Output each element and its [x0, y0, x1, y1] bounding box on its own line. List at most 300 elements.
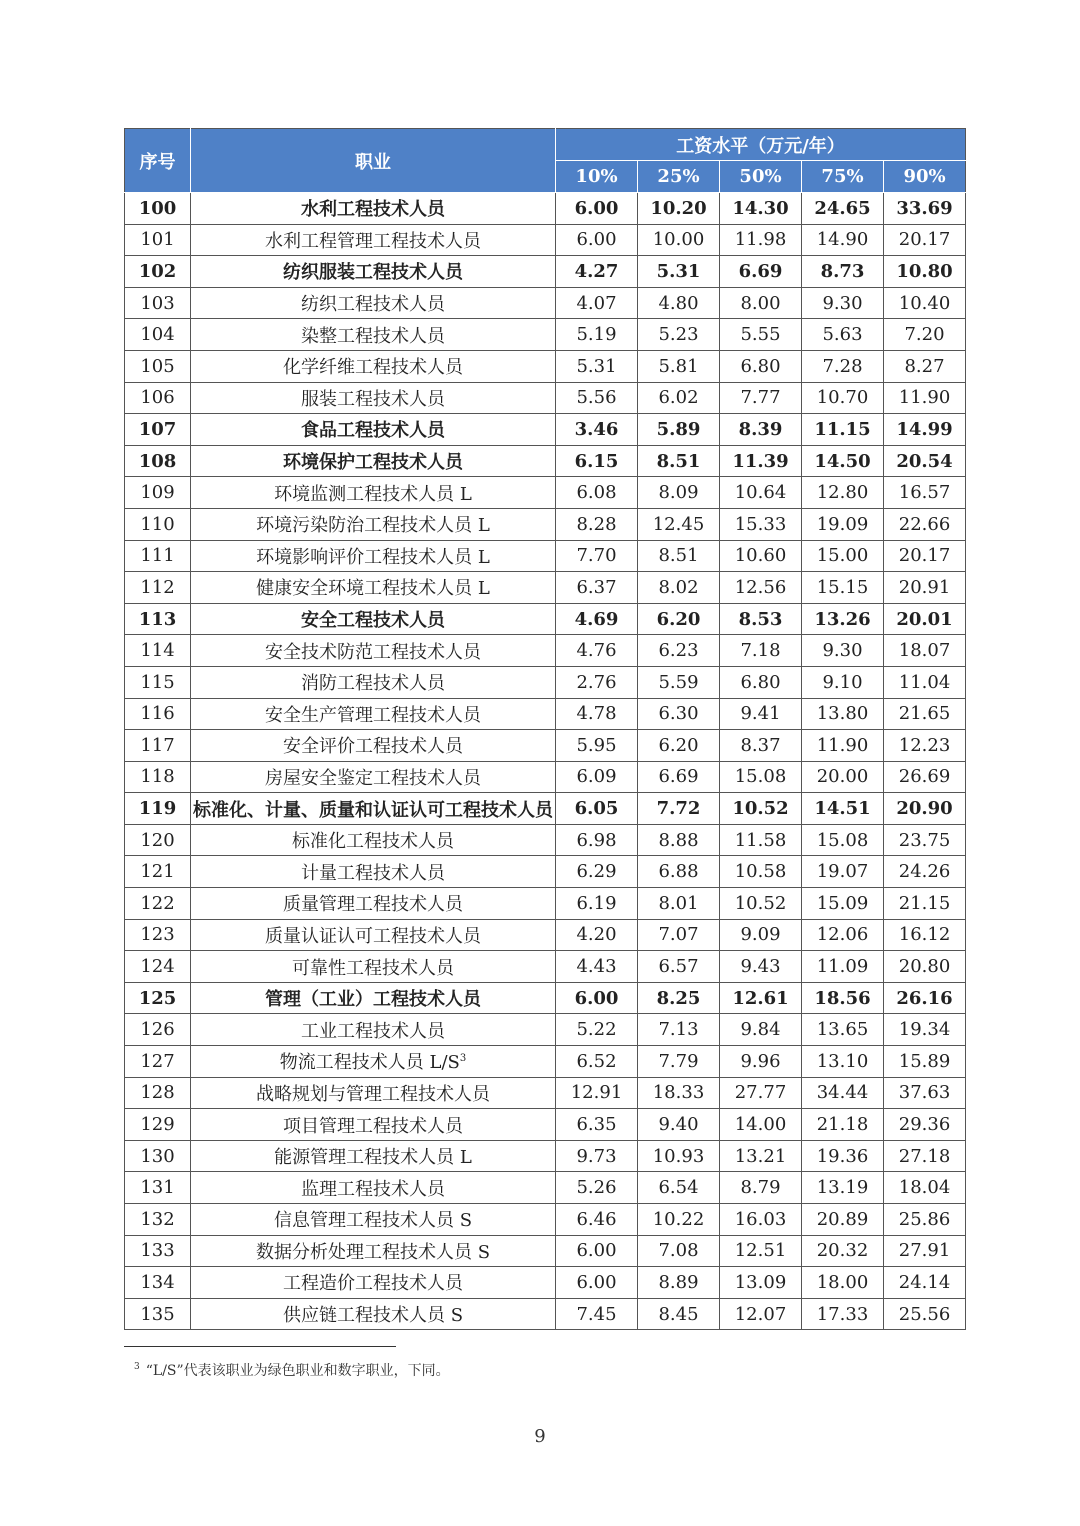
cell-p75: 17.33: [802, 1298, 884, 1330]
occupation-name: 安全生产管理工程技术人员: [265, 704, 481, 726]
cell-p10: 6.08: [556, 477, 638, 509]
cell-p90: 11.90: [884, 382, 966, 414]
cell-p75: 13.19: [802, 1172, 884, 1204]
occupation-name: 环境影响评价工程技术人员 L: [256, 546, 490, 568]
cell-seq: 112: [125, 572, 191, 604]
cell-p10: 6.00: [556, 1267, 638, 1299]
cell-p75: 11.09: [802, 951, 884, 983]
cell-seq: 106: [125, 382, 191, 414]
cell-p50: 12.07: [720, 1298, 802, 1330]
cell-p75: 7.28: [802, 350, 884, 382]
cell-p10: 8.28: [556, 508, 638, 540]
header-p10: 10%: [556, 161, 638, 193]
footnote: [134, 1360, 450, 1380]
table-row: [125, 350, 966, 382]
cell-p10: 4.69: [556, 603, 638, 635]
cell-p10: 6.19: [556, 888, 638, 920]
cell-p75: 5.63: [802, 319, 884, 351]
occupation-name: 数据分析处理工程技术人员 S: [255, 1241, 491, 1263]
cell-seq: 116: [125, 698, 191, 730]
cell-p50: 15.08: [720, 761, 802, 793]
cell-p25: 6.20: [638, 603, 720, 635]
cell-p75: 13.80: [802, 698, 884, 730]
cell-p10: 9.73: [556, 1140, 638, 1172]
cell-occupation: [191, 635, 556, 667]
cell-seq: 133: [125, 1235, 191, 1267]
header-seq: 序号: [125, 129, 191, 193]
occupation-name: 标准化工程技术人员: [292, 831, 454, 853]
cell-p75: 34.44: [802, 1077, 884, 1109]
occupation-name: 水利工程技术人员: [301, 199, 445, 221]
cell-p75: 13.26: [802, 603, 884, 635]
cell-p25: 18.33: [638, 1077, 720, 1109]
occupation-name: 工业工程技术人员: [301, 1020, 445, 1042]
cell-p75: 18.56: [802, 982, 884, 1014]
occupation-name: 信息管理工程技术人员 S: [273, 1210, 473, 1232]
cell-p90: 16.57: [884, 477, 966, 509]
cell-p25: 6.57: [638, 951, 720, 983]
occupation-name: 水利工程管理工程技术人员: [265, 230, 481, 252]
cell-seq: 134: [125, 1267, 191, 1299]
cell-seq: 121: [125, 856, 191, 888]
cell-p75: 9.30: [802, 635, 884, 667]
occupation-name: 服装工程技术人员: [301, 388, 445, 410]
table-row: [125, 951, 966, 983]
cell-p50: 10.60: [720, 540, 802, 572]
cell-p75: 21.18: [802, 1109, 884, 1141]
cell-p50: 9.84: [720, 1014, 802, 1046]
cell-p50: 10.58: [720, 856, 802, 888]
table-header: [125, 129, 966, 193]
table-row: [125, 382, 966, 414]
cell-occupation: [191, 603, 556, 635]
cell-p50: 16.03: [720, 1204, 802, 1236]
table-row: [125, 1109, 966, 1141]
cell-seq: 127: [125, 1046, 191, 1078]
footnote-text: “L/S”代表该职业为绿色职业和数字职业，下同。: [145, 1363, 450, 1379]
cell-p50: 7.77: [720, 382, 802, 414]
cell-p25: 7.08: [638, 1235, 720, 1267]
cell-occupation: [191, 793, 556, 825]
cell-p25: 8.01: [638, 888, 720, 920]
cell-seq: 102: [125, 256, 191, 288]
cell-p10: 4.43: [556, 951, 638, 983]
table-row: [125, 603, 966, 635]
cell-p50: 8.39: [720, 414, 802, 446]
table-row: [125, 508, 966, 540]
cell-occupation: [191, 856, 556, 888]
cell-occupation: [191, 1267, 556, 1299]
cell-p50: 14.00: [720, 1109, 802, 1141]
occupation-name: 食品工程技术人员: [301, 420, 445, 442]
cell-p25: 5.81: [638, 350, 720, 382]
occupation-name: 工程造价工程技术人员: [283, 1273, 463, 1295]
cell-p50: 6.69: [720, 256, 802, 288]
occupation-name: 健康安全环境工程技术人员 L: [256, 578, 490, 600]
cell-p75: 15.00: [802, 540, 884, 572]
cell-p90: 14.99: [884, 414, 966, 446]
cell-occupation: [191, 319, 556, 351]
cell-p90: 12.23: [884, 730, 966, 762]
cell-occupation: [191, 1235, 556, 1267]
cell-p90: 26.16: [884, 982, 966, 1014]
table-row: [125, 1204, 966, 1236]
cell-p50: 10.64: [720, 477, 802, 509]
header-salary-group: 工资水平（万元/年）: [556, 129, 966, 161]
occupation-name: 纺织工程技术人员: [301, 294, 445, 316]
occupation-name: 战略规划与管理工程技术人员: [256, 1083, 490, 1105]
cell-seq: 128: [125, 1077, 191, 1109]
cell-p10: 7.70: [556, 540, 638, 572]
cell-seq: 111: [125, 540, 191, 572]
cell-p90: 33.69: [884, 193, 966, 225]
table-row: [125, 824, 966, 856]
table-row: [125, 666, 966, 698]
cell-p25: 5.31: [638, 256, 720, 288]
cell-p10: 6.37: [556, 572, 638, 604]
cell-p25: 6.54: [638, 1172, 720, 1204]
occupation-name: 纺织服装工程技术人员: [283, 262, 463, 284]
cell-p90: 18.07: [884, 635, 966, 667]
occupation-name: 环境监测工程技术人员 L: [274, 483, 472, 505]
occupation-name: 质量管理工程技术人员: [283, 894, 463, 916]
occupation-name: 环境保护工程技术人员: [283, 452, 463, 474]
header-p50: 50%: [720, 161, 802, 193]
cell-p25: 7.72: [638, 793, 720, 825]
cell-p90: 26.69: [884, 761, 966, 793]
cell-p10: 6.98: [556, 824, 638, 856]
cell-p75: 11.90: [802, 730, 884, 762]
occupation-name: 安全技术防范工程技术人员: [265, 641, 481, 663]
table-row: [125, 730, 966, 762]
cell-p90: 11.04: [884, 666, 966, 698]
cell-p25: 8.51: [638, 445, 720, 477]
cell-p10: 5.56: [556, 382, 638, 414]
cell-p10: 5.19: [556, 319, 638, 351]
table-row: [125, 445, 966, 477]
cell-occupation: [191, 1077, 556, 1109]
cell-seq: 130: [125, 1140, 191, 1172]
cell-p90: 27.91: [884, 1235, 966, 1267]
cell-p75: 11.15: [802, 414, 884, 446]
table-row: [125, 287, 966, 319]
occupation-name: 安全评价工程技术人员: [283, 736, 463, 758]
cell-p75: 14.51: [802, 793, 884, 825]
cell-p25: 8.02: [638, 572, 720, 604]
cell-seq: 108: [125, 445, 191, 477]
cell-occupation: [191, 382, 556, 414]
cell-p10: 12.91: [556, 1077, 638, 1109]
cell-p50: 15.33: [720, 508, 802, 540]
cell-p10: 6.05: [556, 793, 638, 825]
cell-p90: 15.89: [884, 1046, 966, 1078]
cell-occupation: [191, 1172, 556, 1204]
cell-p10: 6.35: [556, 1109, 638, 1141]
occupation-name: 染整工程技术人员: [301, 325, 445, 347]
cell-p25: 10.00: [638, 224, 720, 256]
cell-p50: 11.58: [720, 824, 802, 856]
table-row: [125, 319, 966, 351]
occupation-name: 能源管理工程技术人员 L: [274, 1147, 472, 1169]
table-row: [125, 1298, 966, 1330]
cell-p10: 4.76: [556, 635, 638, 667]
occupation-name: 监理工程技术人员: [301, 1178, 445, 1200]
cell-p50: 8.37: [720, 730, 802, 762]
occupation-name: 可靠性工程技术人员: [292, 957, 454, 979]
cell-occupation: [191, 1046, 556, 1078]
cell-p90: 20.54: [884, 445, 966, 477]
cell-p25: 10.93: [638, 1140, 720, 1172]
cell-p25: 10.22: [638, 1204, 720, 1236]
cell-p90: 19.34: [884, 1014, 966, 1046]
page-number: 9: [534, 1426, 546, 1447]
cell-occupation: [191, 666, 556, 698]
cell-p75: 13.65: [802, 1014, 884, 1046]
table-row: [125, 761, 966, 793]
cell-p10: 6.29: [556, 856, 638, 888]
cell-p25: 6.23: [638, 635, 720, 667]
table-row: [125, 793, 966, 825]
cell-p25: 5.59: [638, 666, 720, 698]
cell-occupation: [191, 287, 556, 319]
table-row: [125, 982, 966, 1014]
cell-p90: 20.01: [884, 603, 966, 635]
cell-seq: 109: [125, 477, 191, 509]
cell-p25: 4.80: [638, 287, 720, 319]
table-row: [125, 888, 966, 920]
cell-p25: 8.51: [638, 540, 720, 572]
cell-p50: 27.77: [720, 1077, 802, 1109]
header-p75: 75%: [802, 161, 884, 193]
cell-p50: 8.00: [720, 287, 802, 319]
footnote-divider: [124, 1346, 396, 1347]
cell-p10: 5.31: [556, 350, 638, 382]
cell-seq: 126: [125, 1014, 191, 1046]
cell-p50: 9.43: [720, 951, 802, 983]
cell-p50: 10.52: [720, 793, 802, 825]
cell-p50: 11.39: [720, 445, 802, 477]
cell-p90: 25.56: [884, 1298, 966, 1330]
cell-p90: 37.63: [884, 1077, 966, 1109]
cell-p10: 3.46: [556, 414, 638, 446]
cell-p25: 7.13: [638, 1014, 720, 1046]
cell-p75: 20.32: [802, 1235, 884, 1267]
cell-p25: 8.45: [638, 1298, 720, 1330]
cell-p75: 12.80: [802, 477, 884, 509]
cell-p25: 5.23: [638, 319, 720, 351]
table-row: [125, 477, 966, 509]
cell-p50: 13.21: [720, 1140, 802, 1172]
table-row: [125, 698, 966, 730]
table-row: [125, 224, 966, 256]
cell-occupation: [191, 1298, 556, 1330]
cell-p50: 10.52: [720, 888, 802, 920]
cell-p25: 6.02: [638, 382, 720, 414]
cell-p50: 11.98: [720, 224, 802, 256]
cell-p75: 9.10: [802, 666, 884, 698]
cell-p25: 8.09: [638, 477, 720, 509]
cell-p75: 9.30: [802, 287, 884, 319]
cell-p50: 9.09: [720, 919, 802, 951]
occupation-name: 消防工程技术人员: [301, 673, 445, 695]
cell-p25: 6.88: [638, 856, 720, 888]
table-row: [125, 635, 966, 667]
cell-p90: 27.18: [884, 1140, 966, 1172]
cell-p90: 8.27: [884, 350, 966, 382]
cell-p75: 15.09: [802, 888, 884, 920]
cell-occupation: [191, 824, 556, 856]
cell-p10: 6.09: [556, 761, 638, 793]
header-p25: 25%: [638, 161, 720, 193]
cell-p25: 8.89: [638, 1267, 720, 1299]
table-row: [125, 919, 966, 951]
cell-p10: 4.20: [556, 919, 638, 951]
cell-p90: 29.36: [884, 1109, 966, 1141]
cell-p10: 7.45: [556, 1298, 638, 1330]
cell-p90: 21.65: [884, 698, 966, 730]
occupation-name: 计量工程技术人员: [301, 862, 445, 884]
cell-p75: 12.06: [802, 919, 884, 951]
occupation-name: 标准化、计量、质量和认证认可工程技术人员: [193, 799, 553, 821]
cell-p75: 19.07: [802, 856, 884, 888]
occupation-name: 房屋安全鉴定工程技术人员: [265, 767, 481, 789]
table-row: [125, 1235, 966, 1267]
occupation-name: 供应链工程技术人员 S: [282, 1305, 464, 1327]
cell-p90: 21.15: [884, 888, 966, 920]
cell-occupation: [191, 1140, 556, 1172]
cell-occupation: [191, 698, 556, 730]
cell-occupation: [191, 477, 556, 509]
cell-p90: 25.86: [884, 1204, 966, 1236]
cell-p50: 6.80: [720, 666, 802, 698]
cell-p10: 4.27: [556, 256, 638, 288]
table-row: [125, 540, 966, 572]
cell-occupation: [191, 445, 556, 477]
cell-p75: 13.10: [802, 1046, 884, 1078]
table-row: [125, 1172, 966, 1204]
cell-occupation: [191, 414, 556, 446]
cell-p75: 8.73: [802, 256, 884, 288]
cell-p90: 16.12: [884, 919, 966, 951]
cell-seq: 101: [125, 224, 191, 256]
cell-p75: 19.36: [802, 1140, 884, 1172]
cell-p10: 6.00: [556, 1235, 638, 1267]
cell-p90: 18.04: [884, 1172, 966, 1204]
cell-p90: 7.20: [884, 319, 966, 351]
cell-p90: 23.75: [884, 824, 966, 856]
cell-seq: 114: [125, 635, 191, 667]
cell-seq: 125: [125, 982, 191, 1014]
cell-seq: 100: [125, 193, 191, 225]
table-row: [125, 572, 966, 604]
cell-p90: 20.90: [884, 793, 966, 825]
cell-seq: 132: [125, 1204, 191, 1236]
cell-p90: 20.17: [884, 224, 966, 256]
cell-occupation: [191, 256, 556, 288]
cell-p10: 6.00: [556, 224, 638, 256]
cell-p25: 7.79: [638, 1046, 720, 1078]
cell-p10: 2.76: [556, 666, 638, 698]
cell-p50: 12.61: [720, 982, 802, 1014]
cell-p75: 10.70: [802, 382, 884, 414]
cell-p50: 13.09: [720, 1267, 802, 1299]
cell-occupation: [191, 1204, 556, 1236]
cell-occupation: [191, 951, 556, 983]
cell-p25: 10.20: [638, 193, 720, 225]
cell-p50: 12.56: [720, 572, 802, 604]
occupation-name: 环境污染防治工程技术人员 L: [256, 515, 490, 537]
footnote-marker: 3: [134, 1362, 140, 1373]
cell-seq: 107: [125, 414, 191, 446]
header-p90: 90%: [884, 161, 966, 193]
cell-p10: 6.52: [556, 1046, 638, 1078]
cell-p75: 20.00: [802, 761, 884, 793]
cell-p25: 8.88: [638, 824, 720, 856]
cell-p90: 20.17: [884, 540, 966, 572]
occupation-name: 物流工程技术人员 L/S: [279, 1052, 460, 1074]
table-row: [125, 1046, 966, 1078]
cell-p25: 9.40: [638, 1109, 720, 1141]
cell-seq: 120: [125, 824, 191, 856]
table-row: [125, 414, 966, 446]
cell-p50: 8.79: [720, 1172, 802, 1204]
occupation-name: 化学纤维工程技术人员: [283, 357, 463, 379]
footnote-reference: 3: [459, 1053, 467, 1065]
cell-seq: 119: [125, 793, 191, 825]
cell-p75: 14.50: [802, 445, 884, 477]
cell-p75: 20.89: [802, 1204, 884, 1236]
cell-p75: 24.65: [802, 193, 884, 225]
cell-seq: 118: [125, 761, 191, 793]
cell-occupation: [191, 193, 556, 225]
cell-seq: 103: [125, 287, 191, 319]
cell-seq: 129: [125, 1109, 191, 1141]
salary-table: [124, 128, 966, 1330]
cell-p10: 6.00: [556, 982, 638, 1014]
cell-p10: 5.22: [556, 1014, 638, 1046]
cell-seq: 115: [125, 666, 191, 698]
cell-p50: 9.41: [720, 698, 802, 730]
occupation-name: 安全工程技术人员: [301, 610, 445, 632]
cell-occupation: [191, 540, 556, 572]
cell-occupation: [191, 888, 556, 920]
cell-p10: 5.26: [556, 1172, 638, 1204]
cell-p50: 5.55: [720, 319, 802, 351]
cell-seq: 110: [125, 508, 191, 540]
cell-p50: 6.80: [720, 350, 802, 382]
cell-p25: 8.25: [638, 982, 720, 1014]
cell-p25: 6.20: [638, 730, 720, 762]
occupation-name: 项目管理工程技术人员: [283, 1115, 463, 1137]
header-occupation: 职业: [191, 129, 556, 193]
cell-p50: 8.53: [720, 603, 802, 635]
cell-seq: 105: [125, 350, 191, 382]
cell-occupation: [191, 572, 556, 604]
cell-p50: 9.96: [720, 1046, 802, 1078]
cell-p50: 7.18: [720, 635, 802, 667]
cell-occupation: [191, 224, 556, 256]
occupation-name: 质量认证认可工程技术人员: [265, 925, 481, 947]
table-row: [125, 1140, 966, 1172]
cell-p75: 19.09: [802, 508, 884, 540]
cell-seq: 123: [125, 919, 191, 951]
table-row: [125, 1077, 966, 1109]
cell-occupation: [191, 508, 556, 540]
cell-p10: 6.46: [556, 1204, 638, 1236]
cell-occupation: [191, 761, 556, 793]
cell-p75: 15.15: [802, 572, 884, 604]
cell-p90: 24.14: [884, 1267, 966, 1299]
